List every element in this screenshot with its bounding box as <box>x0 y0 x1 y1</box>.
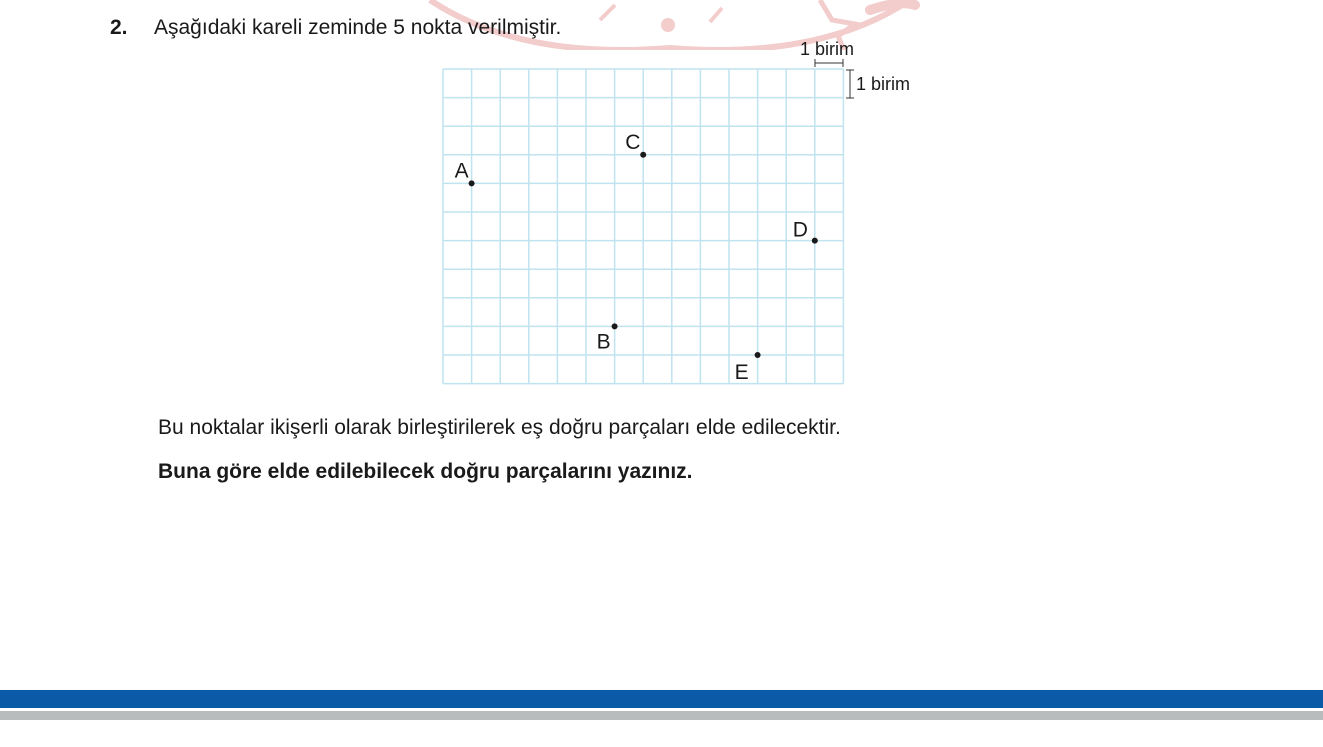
point-c <box>640 152 646 158</box>
point-label-c: C <box>625 130 641 154</box>
body-text: Bu noktalar ikişerli olarak birleştirilerek eş doğru parçaları elde edilecektir. <box>158 416 841 439</box>
unit-indicator-vertical <box>846 70 854 98</box>
point-label-a: A <box>454 159 469 183</box>
grid-points <box>455 131 818 384</box>
point-label-b: B <box>596 330 611 354</box>
question-text: Aşağıdaki kareli zeminde 5 nokta verilmiştir. <box>154 16 562 39</box>
point-label-d: D <box>792 218 808 242</box>
unit-label-horizontal: 1 birim <box>800 39 855 59</box>
point-b <box>612 323 618 329</box>
point-a <box>469 180 475 186</box>
point-e <box>755 352 761 358</box>
point-label-e: E <box>734 361 749 384</box>
question-number: 2. <box>110 16 128 39</box>
grid-lines <box>443 69 843 384</box>
point-d <box>812 238 818 244</box>
instruction-text: Buna göre elde edilebilecek doğru parçalarını yazınız. <box>158 460 693 483</box>
unit-label-vertical: 1 birim <box>856 74 911 94</box>
unit-indicator-horizontal <box>815 59 843 67</box>
footer-bar-gray <box>0 711 1323 720</box>
footer-bar-blue <box>0 690 1323 708</box>
